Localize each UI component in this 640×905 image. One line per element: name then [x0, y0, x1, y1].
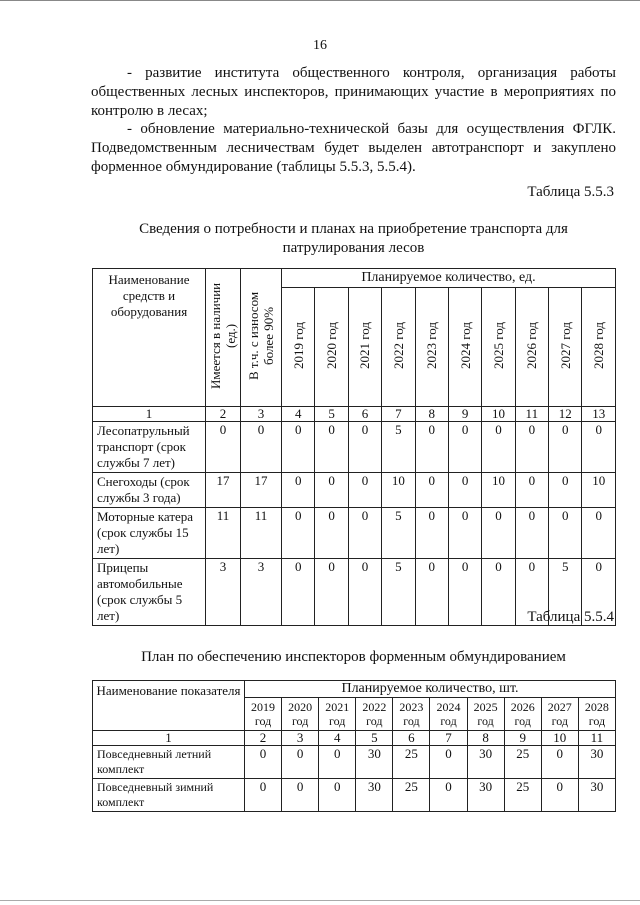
- year-word: год: [329, 714, 346, 728]
- year-header: [430, 698, 467, 731]
- column-number: 2: [206, 407, 241, 422]
- year-header: [282, 288, 315, 407]
- row-value: 25: [393, 746, 430, 779]
- row-value: 0: [482, 422, 515, 473]
- row-value: 0: [319, 746, 356, 779]
- table-5-5-4: [92, 680, 616, 812]
- row-value: 30: [467, 779, 504, 812]
- year-word: год: [254, 714, 272, 728]
- year-number: 2026: [510, 700, 535, 714]
- row-value: 10: [382, 473, 415, 508]
- table-5-5-4-caption: План по обеспечению инспекторов форменным обмундированием: [141, 649, 566, 665]
- year-header-text: 2022 год: [390, 321, 406, 369]
- column-number: 11: [578, 731, 615, 746]
- table-5-5-3: [92, 268, 616, 626]
- row-value: 0: [348, 422, 381, 473]
- row-value: 0: [315, 508, 348, 559]
- year-number: 2024: [436, 700, 461, 714]
- column-number: 3: [241, 407, 282, 422]
- column-number: 5: [356, 731, 393, 746]
- row-value: 0: [206, 422, 241, 473]
- row-value: 0: [415, 422, 448, 473]
- row-name: Повседневный зимний комплект: [93, 779, 245, 812]
- row-value: 5: [382, 559, 415, 626]
- row-value: 0: [549, 508, 582, 559]
- row-value: 0: [482, 559, 515, 626]
- row-value: 10: [582, 473, 616, 508]
- header-name: Наименование показателя: [93, 681, 245, 731]
- row-value: 3: [241, 559, 282, 626]
- row-value: 0: [482, 508, 515, 559]
- header-planned: Планируемое количество, шт.: [245, 681, 616, 698]
- column-number: 10: [541, 731, 578, 746]
- row-value: 0: [515, 422, 548, 473]
- row-value: 0: [541, 746, 578, 779]
- year-header-text: 2020 год: [324, 321, 340, 369]
- row-value: 0: [415, 559, 448, 626]
- year-number: 2028: [584, 700, 609, 714]
- row-value: 0: [430, 779, 467, 812]
- row-value: 17: [241, 473, 282, 508]
- row-value: 0: [282, 473, 315, 508]
- year-header-text: 2023 год: [424, 321, 440, 369]
- column-number: 13: [582, 407, 616, 422]
- year-header: [482, 288, 515, 407]
- year-header: [582, 288, 616, 407]
- column-number: 12: [549, 407, 582, 422]
- row-value: 30: [578, 746, 615, 779]
- row-value: 0: [241, 422, 282, 473]
- year-number: 2027: [547, 700, 572, 714]
- year-header: [541, 698, 578, 731]
- year-number: 2025: [473, 700, 498, 714]
- year-word: год: [514, 714, 531, 728]
- year-header-text: 2019 год: [290, 321, 306, 369]
- row-value: 0: [549, 422, 582, 473]
- row-value: 0: [282, 746, 319, 779]
- row-value: 25: [504, 746, 541, 779]
- row-value: 0: [348, 559, 381, 626]
- year-header: [315, 288, 348, 407]
- year-header-text: 2024 год: [457, 321, 473, 369]
- year-word: год: [440, 714, 457, 728]
- column-number: 9: [504, 731, 541, 746]
- year-header: [356, 698, 393, 731]
- column-number: 8: [415, 407, 448, 422]
- row-value: 0: [282, 559, 315, 626]
- row-value: 0: [430, 746, 467, 779]
- year-header: [382, 288, 415, 407]
- header-worn-text: В т.ч. с износом более 90%: [246, 291, 276, 380]
- column-number: 9: [448, 407, 481, 422]
- row-value: 0: [315, 422, 348, 473]
- row-value: 0: [282, 508, 315, 559]
- year-header: [282, 698, 319, 731]
- column-number: 6: [348, 407, 381, 422]
- header-name: Наименование средств и оборудования: [93, 269, 206, 407]
- column-number: 5: [315, 407, 348, 422]
- year-word: год: [551, 714, 568, 728]
- row-value: 0: [582, 422, 616, 473]
- year-header: [578, 698, 615, 731]
- year-header: [448, 288, 481, 407]
- row-value: 5: [382, 508, 415, 559]
- row-value: 0: [415, 473, 448, 508]
- year-word: год: [588, 714, 606, 728]
- table-row: [93, 779, 616, 812]
- header-worn: [241, 269, 282, 407]
- year-header-text: 2021 год: [357, 321, 373, 369]
- column-number: 1: [93, 731, 245, 746]
- column-number: 8: [467, 731, 504, 746]
- page-number: 16: [313, 38, 327, 53]
- year-number: 2022: [362, 700, 387, 714]
- column-number: 2: [245, 731, 282, 746]
- row-value: 0: [315, 559, 348, 626]
- row-name: Снегоходы (срок службы 3 года): [93, 473, 206, 508]
- table-5-5-3-label: Таблица 5.5.3: [527, 184, 614, 200]
- row-value: 0: [448, 508, 481, 559]
- row-value: 0: [515, 508, 548, 559]
- row-value: 30: [578, 779, 615, 812]
- year-word: год: [403, 714, 420, 728]
- year-number: 2021: [325, 700, 350, 714]
- year-number: 2020: [288, 700, 313, 714]
- bottom-rule: [0, 900, 640, 901]
- top-rule: [0, 0, 640, 1]
- column-number: 1: [93, 407, 206, 422]
- row-name: Прицепы автомобильные (срок службы 5 лет): [93, 559, 206, 626]
- year-header-text: 2025 год: [490, 321, 506, 369]
- row-value: 0: [282, 779, 319, 812]
- row-value: 0: [348, 508, 381, 559]
- header-planned: Планируемое количество, ед.: [282, 269, 616, 288]
- row-name: Лесопатрульный транспорт (срок службы 7 лет): [93, 422, 206, 473]
- row-value: 11: [206, 508, 241, 559]
- year-header: [549, 288, 582, 407]
- year-header-text: 2027 год: [557, 321, 573, 369]
- row-value: 25: [393, 779, 430, 812]
- year-number: 2023: [399, 700, 424, 714]
- row-value: 0: [245, 746, 282, 779]
- row-value: 30: [356, 779, 393, 812]
- row-value: 30: [467, 746, 504, 779]
- year-header: [348, 288, 381, 407]
- table-row: [93, 422, 616, 473]
- year-word: год: [366, 714, 383, 728]
- header-available-text: Имеется в наличии (ед.): [208, 282, 238, 389]
- row-name: Повседневный летний комплект: [93, 746, 245, 779]
- row-value: 5: [382, 422, 415, 473]
- year-word: год: [291, 714, 309, 728]
- year-header: [467, 698, 504, 731]
- row-value: 0: [582, 559, 616, 626]
- row-value: 0: [582, 508, 616, 559]
- year-header: [393, 698, 430, 731]
- row-value: 0: [448, 422, 481, 473]
- year-header: [504, 698, 541, 731]
- row-value: 3: [206, 559, 241, 626]
- table-5-5-4-label: Таблица 5.5.4: [527, 609, 614, 625]
- column-number: 4: [319, 731, 356, 746]
- column-number: 7: [382, 407, 415, 422]
- year-word: год: [477, 714, 494, 728]
- row-value: 30: [356, 746, 393, 779]
- year-header: [319, 698, 356, 731]
- paragraph-material-base: - обновление материально-технической базы для осуществления ФГЛК. Подведомственным лесничествам будет выделен автотранспорт и закуплено форменное обмундирование (таблицы 5.5.3, 5.5.4).: [91, 121, 616, 175]
- year-header: [415, 288, 448, 407]
- header-available: [206, 269, 241, 407]
- row-value: 0: [515, 473, 548, 508]
- year-header: [245, 698, 282, 731]
- column-number: 7: [430, 731, 467, 746]
- column-number: 3: [282, 731, 319, 746]
- row-value: 0: [282, 422, 315, 473]
- row-value: 0: [348, 473, 381, 508]
- row-value: 5: [549, 559, 582, 626]
- table-row: [93, 508, 616, 559]
- column-number: 10: [482, 407, 515, 422]
- row-value: 0: [415, 508, 448, 559]
- row-value: 11: [241, 508, 282, 559]
- row-name: Моторные катера (срок службы 15 лет): [93, 508, 206, 559]
- paragraph-public-control: - развитие института общественного контроля, организация работы общественных лесных инспекторов, принимающих участие в мероприятиях по контролю в лесах;: [91, 65, 616, 119]
- row-value: 0: [515, 559, 548, 626]
- row-value: 10: [482, 473, 515, 508]
- year-header-text: 2028 год: [591, 321, 607, 369]
- column-number: 6: [393, 731, 430, 746]
- row-value: 0: [541, 779, 578, 812]
- row-value: 0: [448, 559, 481, 626]
- row-value: 0: [315, 473, 348, 508]
- row-value: 0: [549, 473, 582, 508]
- table-5-5-3-caption: Сведения о потребности и планах на приобретение транспорта для патрулирования лесов: [139, 221, 568, 256]
- year-header: [515, 288, 548, 407]
- table-row: [93, 473, 616, 508]
- row-value: 0: [319, 779, 356, 812]
- column-number: 4: [282, 407, 315, 422]
- row-value: 0: [245, 779, 282, 812]
- row-value: 0: [448, 473, 481, 508]
- year-number: 2019: [251, 700, 276, 714]
- column-number: 11: [515, 407, 548, 422]
- row-value: 17: [206, 473, 241, 508]
- year-header-text: 2026 год: [524, 321, 540, 369]
- row-value: 25: [504, 779, 541, 812]
- table-row: [93, 746, 616, 779]
